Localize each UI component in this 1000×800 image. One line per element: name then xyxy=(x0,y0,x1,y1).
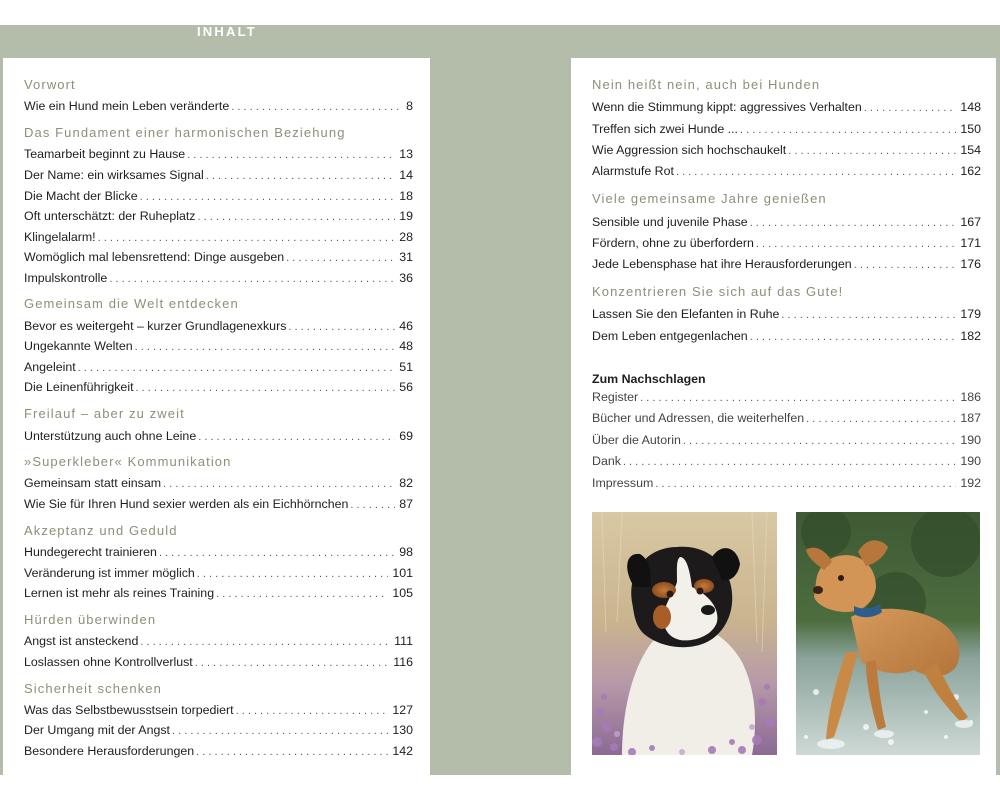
toc-entry-title: Lassen Sie den Elefanten in Ruhe xyxy=(592,307,780,321)
toc-entry-title: Ungekannte Welten xyxy=(24,339,133,353)
leader-dots xyxy=(756,238,956,250)
toc-entry-page: 101 xyxy=(392,566,413,580)
toc-entry-title: Angst ist ansteckend xyxy=(24,634,139,648)
toc-entry[interactable] xyxy=(24,99,413,115)
toc-entry-page: 14 xyxy=(399,168,413,182)
section-heading: Sicherheit schenken xyxy=(24,681,162,696)
leader-dots xyxy=(109,273,395,285)
toc-entry-title: Unterstützung auch ohne Leine xyxy=(24,429,197,443)
toc-entry[interactable] xyxy=(592,143,981,159)
leader-dots xyxy=(750,217,957,229)
toc-entry[interactable] xyxy=(24,703,413,719)
toc-entry-title: Treffen sich zwei Hunde ... xyxy=(592,122,739,136)
toc-entry-title: Wie ein Hund mein Leben veränderte xyxy=(24,99,230,113)
toc-entry-title: Wie Sie für Ihren Hund sexier werden als ein Eichhörnchen xyxy=(24,497,349,511)
toc-entry-title: Der Name: ein wirksames Signal xyxy=(24,168,204,182)
leader-dots xyxy=(231,101,402,113)
leader-dots xyxy=(140,191,396,203)
leader-dots xyxy=(196,746,388,758)
toc-entry-page: 18 xyxy=(399,189,413,203)
toc-entry-page: 46 xyxy=(399,319,413,333)
toc-entry[interactable] xyxy=(24,380,413,396)
toc-entry-title: Impulskontrolle xyxy=(24,271,108,285)
toc-entry-page: 98 xyxy=(399,545,413,559)
toc-entry-page: 167 xyxy=(960,215,981,229)
toc-entry-page: 154 xyxy=(960,143,981,157)
toc-entry[interactable] xyxy=(24,230,413,246)
toc-entry-page: 111 xyxy=(394,634,413,648)
toc-entry[interactable] xyxy=(592,433,981,449)
section-heading: Konzentrieren Sie sich auf das Gute! xyxy=(592,284,844,299)
toc-entry-page: 51 xyxy=(399,360,413,374)
toc-entry-title: Impressum xyxy=(592,476,654,490)
toc-entry-page: 69 xyxy=(399,429,413,443)
toc-entry[interactable] xyxy=(592,307,981,323)
toc-entry-page: 162 xyxy=(960,164,981,178)
section-heading: Vorwort xyxy=(24,77,76,92)
leader-dots xyxy=(216,588,388,600)
section-heading: »Superkleber« Kommunikation xyxy=(24,454,232,469)
leader-dots xyxy=(187,149,395,161)
leader-dots xyxy=(198,211,396,223)
toc-entry-title: Jede Lebensphase hat ihre Herausforderungen xyxy=(592,257,852,271)
leader-dots xyxy=(623,456,956,468)
toc-entry[interactable] xyxy=(592,100,981,116)
leader-dots xyxy=(788,145,956,157)
toc-entry[interactable] xyxy=(592,122,981,138)
toc-entry-page: 82 xyxy=(399,476,413,490)
toc-entry[interactable] xyxy=(592,411,981,427)
leader-dots xyxy=(159,547,395,559)
toc-entry-title: Fördern, ohne zu überfordern xyxy=(592,236,754,250)
leader-dots xyxy=(864,102,957,114)
toc-entry-page: 182 xyxy=(960,329,981,343)
toc-entry[interactable] xyxy=(24,744,413,760)
section-heading: Gemeinsam die Welt entdecken xyxy=(24,296,239,311)
toc-entry-title: Veränderung ist immer möglich xyxy=(24,566,195,580)
leader-dots xyxy=(806,413,956,425)
leader-dots xyxy=(236,705,389,717)
toc-entry[interactable] xyxy=(592,476,981,492)
toc-entry-page: 150 xyxy=(960,122,981,136)
dog-photo-puppy xyxy=(796,512,980,755)
section-heading: Freilauf – aber zu zweit xyxy=(24,406,185,421)
toc-entry-title: Die Leinenführigkeit xyxy=(24,380,134,394)
toc-entry-page: 31 xyxy=(399,250,413,264)
toc-entry-title: Gemeinsam statt einsam xyxy=(24,476,162,490)
toc-entry-page: 116 xyxy=(393,655,413,669)
toc-entry-title: Was das Selbstbewusstsein torpediert xyxy=(24,703,234,717)
toc-entry-title: Bevor es weitergeht – kurzer Grundlagenexkurs xyxy=(24,319,287,333)
toc-entry[interactable] xyxy=(592,454,981,470)
leader-dots xyxy=(750,331,957,343)
toc-entry-title: Alarmstufe Rot xyxy=(592,164,674,178)
leader-dots xyxy=(140,636,390,648)
toc-entry-title: Wenn die Stimmung kippt: aggressives Verhalten xyxy=(592,100,862,114)
toc-entry[interactable] xyxy=(24,360,413,376)
toc-entry-title: Wie Aggression sich hochschaukelt xyxy=(592,143,787,157)
toc-entry-title: Klingelalarm! xyxy=(24,230,96,244)
toc-entry-title: Der Umgang mit der Angst xyxy=(24,723,170,737)
toc-entry[interactable] xyxy=(24,189,413,205)
toc-entry-page: 105 xyxy=(392,586,413,600)
toc-entry-page: 36 xyxy=(399,271,413,285)
section-heading: Das Fundament einer harmonischen Beziehung xyxy=(24,125,346,140)
toc-entry[interactable] xyxy=(24,566,413,582)
toc-entry[interactable] xyxy=(24,655,413,671)
toc-entry[interactable] xyxy=(592,329,981,345)
toc-entry-title: Dank xyxy=(592,454,621,468)
leader-dots xyxy=(676,166,956,178)
leader-dots xyxy=(98,232,396,244)
leader-dots xyxy=(781,309,956,321)
toc-entry-title: Teamarbeit beginnt zu Hause xyxy=(24,147,186,161)
toc-entry[interactable] xyxy=(24,429,413,445)
toc-entry-page: 142 xyxy=(392,744,413,758)
toc-entry[interactable] xyxy=(24,586,413,602)
toc-entry[interactable] xyxy=(24,250,413,266)
leader-dots xyxy=(195,657,389,669)
toc-entry[interactable] xyxy=(592,390,981,406)
toc-entry-title: Bücher und Adressen, die weiterhelfen xyxy=(592,411,805,425)
section-heading: Akzeptanz und Geduld xyxy=(24,523,178,538)
leader-dots xyxy=(683,435,956,447)
leader-dots xyxy=(135,341,396,353)
toc-entry-page: 187 xyxy=(960,411,981,425)
leader-dots xyxy=(136,382,396,394)
leader-dots xyxy=(288,321,395,333)
leader-dots xyxy=(286,252,395,264)
appendix-heading: Zum Nachschlagen xyxy=(592,372,706,386)
section-heading: Viele gemeinsame Jahre genießen xyxy=(592,191,827,206)
leader-dots xyxy=(655,478,956,490)
toc-entry[interactable] xyxy=(24,319,413,335)
toc-entry-title: Besondere Herausforderungen xyxy=(24,744,195,758)
toc-entry[interactable] xyxy=(24,545,413,561)
leader-dots xyxy=(78,362,396,374)
toc-entry-page: 56 xyxy=(399,380,413,394)
toc-entry-page: 28 xyxy=(399,230,413,244)
toc-entry-page: 19 xyxy=(399,209,413,223)
toc-entry-page: 13 xyxy=(399,147,413,161)
toc-entry-title: Loslassen ohne Kontrollverlust xyxy=(24,655,193,669)
toc-entry[interactable] xyxy=(24,634,413,650)
toc-entry-page: 190 xyxy=(960,454,981,468)
toc-entry-page: 186 xyxy=(960,390,981,404)
leader-dots xyxy=(198,431,395,443)
toc-entry[interactable] xyxy=(24,339,413,355)
leader-dots xyxy=(740,124,956,136)
toc-entry[interactable] xyxy=(592,236,981,252)
toc-entry[interactable] xyxy=(24,271,413,287)
toc-entry-title: Register xyxy=(592,390,639,404)
toc-entry-title: Angeleint xyxy=(24,360,76,374)
toc-entry-page: 179 xyxy=(960,307,981,321)
toc-entry-page: 48 xyxy=(399,339,413,353)
leader-dots xyxy=(854,259,957,271)
toc-entry[interactable] xyxy=(592,164,981,180)
section-heading: Nein heißt nein, auch bei Hunden xyxy=(592,77,821,92)
toc-entry-page: 130 xyxy=(392,723,413,737)
toc-entry-page: 87 xyxy=(399,497,413,511)
toc-entry[interactable] xyxy=(592,215,981,231)
toc-entry[interactable] xyxy=(24,723,413,739)
toc-entry-page: 192 xyxy=(960,476,981,490)
toc-entry[interactable] xyxy=(24,168,413,184)
toc-entry[interactable] xyxy=(24,497,413,513)
leader-dots xyxy=(640,392,956,404)
leader-dots xyxy=(172,725,388,737)
toc-entry-page: 127 xyxy=(392,703,413,717)
toc-entry-title: Lernen ist mehr als reines Training xyxy=(24,586,215,600)
leader-dots xyxy=(197,568,389,580)
toc-entry-page: 190 xyxy=(960,433,981,447)
toc-entry-page: 171 xyxy=(960,236,981,250)
toc-entry-title: Oft unterschätzt: der Ruheplatz xyxy=(24,209,196,223)
toc-entry-title: Womöglich mal lebensrettend: Dinge ausgeben xyxy=(24,250,285,264)
toc-entry[interactable] xyxy=(24,147,413,163)
toc-entry[interactable] xyxy=(24,476,413,492)
dog-photo-aussie xyxy=(592,512,777,755)
section-heading: Hürden überwinden xyxy=(24,612,157,627)
leader-dots xyxy=(206,170,395,182)
toc-entry-page: 8 xyxy=(406,99,413,113)
toc-entry[interactable] xyxy=(24,209,413,225)
toc-entry[interactable] xyxy=(592,257,981,273)
toc-entry-page: 148 xyxy=(960,100,981,114)
toc-entry-title: Hundegerecht trainieren xyxy=(24,545,157,559)
toc-entry-title: Sensible und juvenile Phase xyxy=(592,215,748,229)
toc-entry-page: 176 xyxy=(960,257,981,271)
toc-entry-title: Über die Autorin xyxy=(592,433,681,447)
leader-dots xyxy=(350,499,395,511)
toc-entry-title: Dem Leben entgegenlachen xyxy=(592,329,748,343)
leader-dots xyxy=(163,478,395,490)
toc-entry-title: Die Macht der Blicke xyxy=(24,189,138,203)
page-title: INHALT xyxy=(197,24,257,39)
